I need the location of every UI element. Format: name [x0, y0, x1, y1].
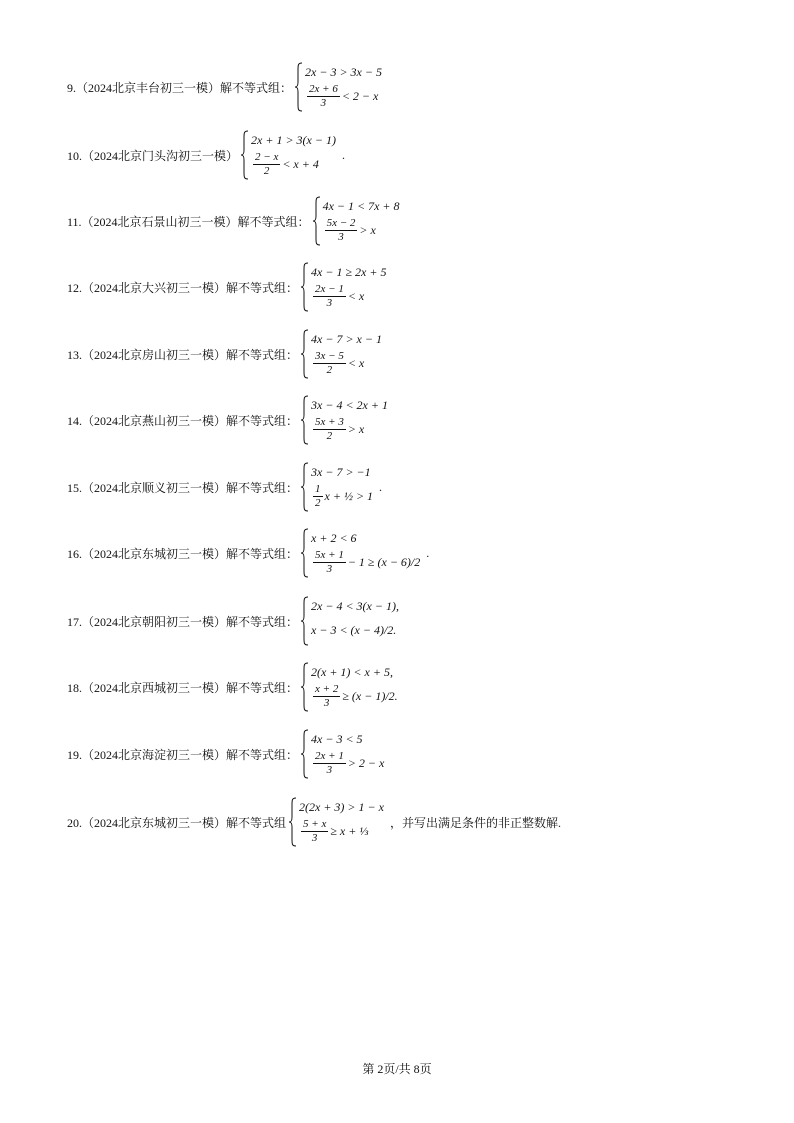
problem-stem: 14.（2024北京燕山初三一模）解不等式组： [67, 413, 299, 428]
inequality-system [288, 797, 384, 847]
problem-stem: 9.（2024北京丰台初三一模）解不等式组： [67, 80, 293, 95]
inequality-line-1: x + 2 < 6 [311, 530, 357, 545]
numerator: 1 [315, 482, 321, 495]
inequality-rest: < x [347, 355, 365, 370]
inequality-rest: < 2 − x [341, 88, 379, 103]
numerator: x + 2 [315, 682, 339, 695]
inequality-system [300, 262, 386, 312]
problem-stem: 11.（2024北京石景山初三一模）解不等式组： [67, 214, 310, 229]
inequality-line-2 [311, 481, 373, 511]
problem-19 [67, 729, 384, 779]
denominator: 2 [326, 363, 333, 376]
left-brace-icon [300, 528, 309, 578]
problem-10 [67, 130, 345, 180]
inequality-system [300, 329, 382, 379]
numerator: 5x + 1 [315, 548, 344, 561]
denominator: 3 [320, 96, 327, 109]
inequality-rest: > 2 − x [347, 755, 385, 770]
problem-stem: 12.（2024北京大兴初三一模）解不等式组： [67, 280, 299, 295]
inequality-rest: > x [359, 222, 376, 237]
left-brace-icon [300, 262, 309, 312]
inequality-system [300, 596, 399, 646]
numerator: 2 − x [255, 150, 279, 163]
inequality-system [312, 196, 400, 246]
inequality-line-1: 3x − 4 < 2x + 1 [311, 397, 388, 412]
problem-stem: 17.（2024北京朝阳初三一模）解不等式组： [67, 614, 299, 629]
numerator: 2x + 1 [315, 749, 344, 762]
problem-17 [67, 596, 399, 646]
fraction [313, 416, 346, 443]
inequality-line-1: 2x + 1 > 3(x − 1) [251, 132, 336, 147]
inequality-line-1: 4x − 3 < 5 [311, 731, 363, 746]
inequality-line-2 [305, 81, 382, 111]
inequality-line-2 [311, 615, 399, 645]
left-brace-icon [300, 329, 309, 379]
inequality-line-1: 4x − 1 < 7x + 8 [322, 198, 400, 213]
problem-stem: 15.（2024北京顺义初三一模）解不等式组： [67, 480, 299, 495]
problem-stem: 18.（2024北京西城初三一模）解不等式组： [67, 680, 299, 695]
problem-tail: ，并写出满足条件的非正整数解. [389, 815, 561, 830]
denominator: 2 [315, 496, 321, 509]
fraction [313, 750, 346, 777]
inequality-rest: x + ½ > 1 [324, 488, 374, 503]
fraction [307, 83, 340, 110]
denominator: 2 [326, 429, 333, 442]
problem-tail: . [426, 545, 430, 560]
denominator: 3 [338, 230, 344, 243]
problem-14 [67, 395, 388, 445]
problem-11 [67, 196, 400, 246]
inequality-system [300, 662, 398, 712]
inequality-system [300, 528, 420, 578]
numerator: 2x + 6 [309, 82, 338, 95]
denominator: 3 [323, 696, 330, 709]
fraction [325, 217, 358, 244]
numerator: 3x − 5 [315, 349, 344, 362]
inequality-line-1: 2x − 3 > 3x − 5 [305, 64, 382, 79]
problem-9 [67, 62, 382, 112]
inequality-line-2 [323, 215, 400, 245]
fraction [313, 683, 340, 710]
inequality-line-1: 4x − 7 > x − 1 [311, 331, 382, 346]
left-brace-icon [300, 662, 309, 712]
fraction [313, 350, 346, 377]
inequality-system [294, 62, 382, 112]
denominator: 3 [326, 296, 333, 309]
left-brace-icon [300, 462, 309, 512]
numerator: 5x + 3 [315, 415, 344, 428]
problem-tail: . [341, 147, 345, 162]
inequality-line-2 [251, 149, 336, 179]
fraction [313, 483, 323, 510]
problem-18 [67, 662, 398, 712]
inequality-line-1: 3x − 7 > −1 [311, 464, 371, 479]
inequality-rest: < x [347, 288, 365, 303]
left-brace-icon [288, 797, 297, 847]
inequality-line-1: 2(x + 1) < x + 5, [311, 664, 393, 679]
inequality-line-1: 2(2x + 3) > 1 − x [299, 799, 384, 814]
inequality-rest: ≥ x + ⅓ [330, 823, 369, 838]
inequality-line-2 [311, 348, 382, 378]
inequality-rest: > x [347, 421, 365, 436]
inequality-line-2 [311, 414, 388, 444]
numerator: 5x − 2 [326, 216, 356, 229]
problem-stem: 20.（2024北京东城初三一模）解不等式组 [67, 815, 287, 830]
fraction [313, 549, 346, 576]
numerator: 5 + x [303, 817, 327, 830]
problem-stem: 13.（2024北京房山初三一模）解不等式组： [67, 347, 299, 362]
problem-stem: 16.（2024北京东城初三一模）解不等式组： [67, 546, 299, 561]
fraction [301, 818, 328, 845]
page-footer: 第 2页/共 8页 [362, 1062, 432, 1076]
inequality-line-2 [311, 748, 384, 778]
inequality-line-1: 2x − 4 < 3(x − 1), [311, 598, 399, 613]
left-brace-icon [312, 196, 321, 246]
denominator: 3 [311, 831, 318, 844]
problem-13 [67, 329, 382, 379]
fraction [253, 151, 280, 178]
inequality-system [240, 130, 336, 180]
inequality-rest: < x + 4 [282, 156, 319, 171]
inequality-system [300, 462, 373, 512]
left-brace-icon [300, 596, 309, 646]
denominator: 3 [326, 562, 333, 575]
inequality-rest: x − 3 < (x − 4)/2. [311, 622, 397, 637]
inequality-line-2 [299, 816, 384, 846]
fraction [313, 283, 346, 310]
problem-16 [67, 528, 429, 578]
inequality-line-2 [311, 281, 386, 311]
denominator: 3 [326, 763, 333, 776]
inequality-rest: ≥ (x − 1)/2. [342, 688, 398, 703]
left-brace-icon [300, 729, 309, 779]
inequality-line-2 [311, 547, 420, 577]
problem-15 [67, 462, 382, 512]
left-brace-icon [300, 395, 309, 445]
denominator: 2 [263, 164, 270, 177]
problem-12 [67, 262, 386, 312]
inequality-rest: − 1 ≥ (x − 6)/2 [347, 554, 421, 569]
problem-stem: 10.（2024北京门头沟初三一模） [67, 148, 239, 163]
inequality-line-1: 4x − 1 ≥ 2x + 5 [311, 264, 387, 279]
left-brace-icon [240, 130, 249, 180]
problem-tail: . [379, 479, 383, 494]
left-brace-icon [294, 62, 303, 112]
problem-stem: 19.（2024北京海淀初三一模）解不等式组： [67, 747, 299, 762]
inequality-system [300, 395, 388, 445]
numerator: 2x − 1 [315, 282, 344, 295]
inequality-line-2 [311, 681, 398, 711]
inequality-system [300, 729, 384, 779]
problem-20 [67, 797, 561, 847]
